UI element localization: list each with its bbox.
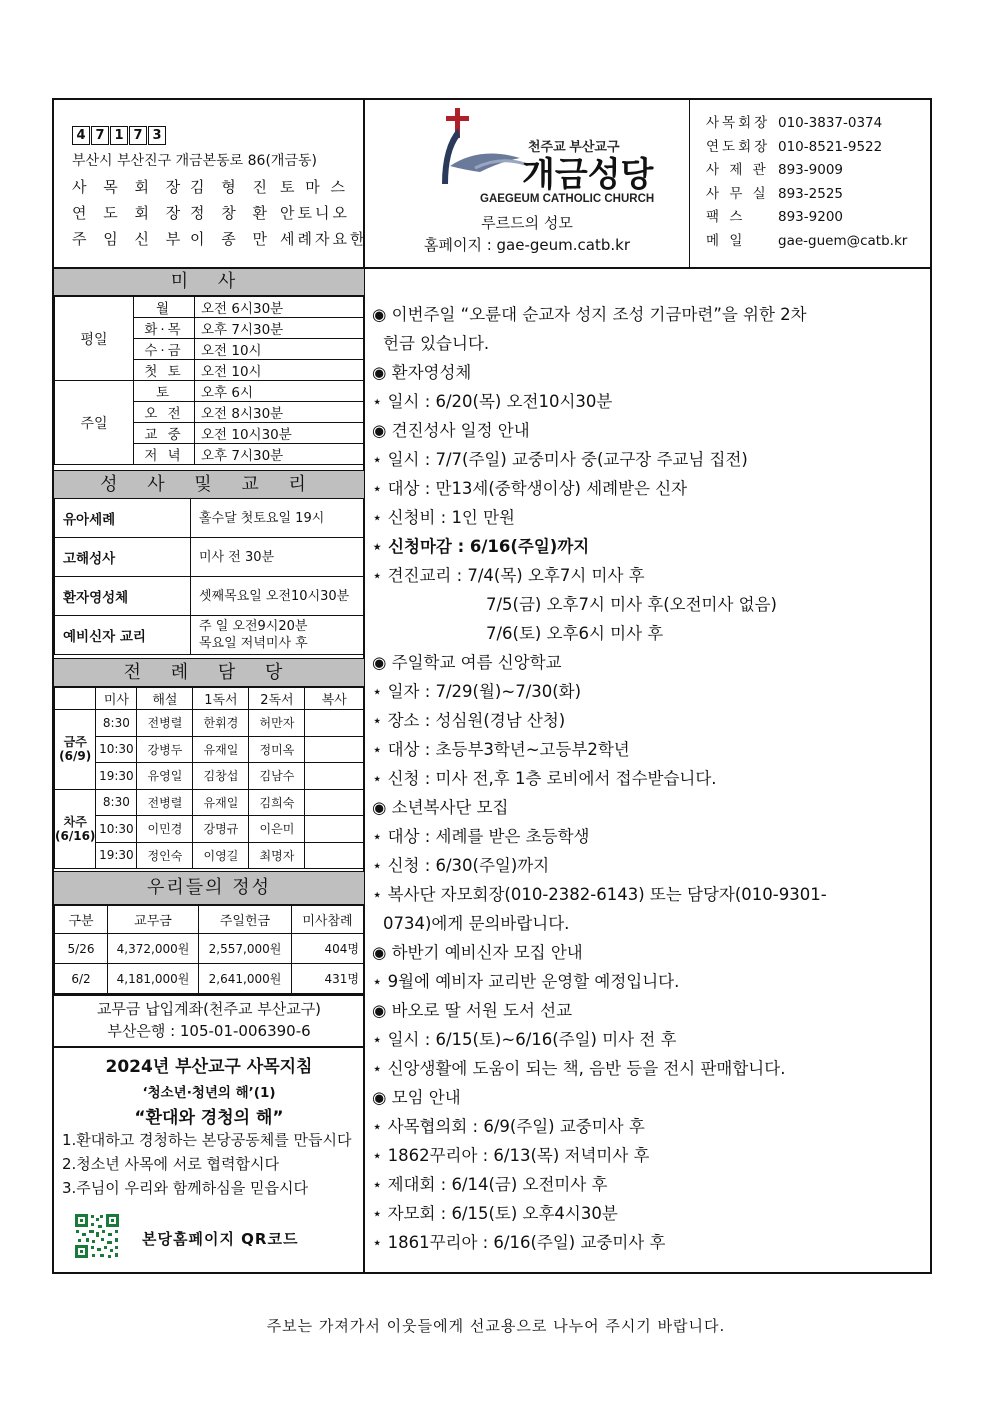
- notice-line: ⋆ 대상 : 초등부3학년~고등부2학년: [372, 740, 630, 759]
- notice-line: 0734)에게 문의바랍니다.: [383, 914, 570, 933]
- guideline-title: 2024년 부산교구 사목지침: [105, 1057, 313, 1077]
- zip-digit: 7: [129, 126, 147, 145]
- notice-line: ⋆ 신앙생활에 도움이 되는 책, 음반 등을 전시 판매합니다.: [372, 1059, 786, 1078]
- qr-code-icon[interactable]: [74, 1213, 120, 1259]
- notice-line: ⋆ 신청 : 6/30(주일)까지: [372, 856, 550, 875]
- notice-line: ⋆ 일자 : 7/29(월)~7/30(화): [372, 682, 582, 701]
- altar-server: [305, 763, 364, 790]
- staff-role: 사 목 회 장: [72, 178, 187, 196]
- commentator: 유영일: [137, 763, 193, 790]
- sacraments-table: [54, 498, 364, 655]
- contact-label: 메 일: [706, 232, 746, 249]
- mass-time: 8:30: [96, 710, 137, 737]
- notice-heading: ◉ 소년복사단 모집: [372, 798, 509, 817]
- contact-value: 893-9009: [778, 162, 843, 179]
- staff-baptismal-name: 토 마 스: [280, 178, 349, 196]
- second-reader: 허만자: [249, 710, 305, 737]
- first-reader: 유재일: [193, 789, 249, 816]
- mass-time: 19:30: [96, 842, 137, 869]
- notice-line: ⋆ 자모회 : 6/15(토) 오후4시30분: [372, 1204, 618, 1223]
- staff-role: 주 임 신 부: [72, 230, 187, 248]
- notice-line: ⋆ 일시 : 6/15(토)~6/16(주일) 미사 전 후: [372, 1030, 677, 1049]
- church-logo: [430, 106, 700, 226]
- contact-row: [706, 183, 907, 207]
- table-row: [55, 934, 364, 964]
- contact-label: 사목회장: [706, 115, 771, 131]
- guideline-item: 1.환대하고 경청하는 본당공동체를 만듭시다: [62, 1131, 352, 1149]
- contact-label: 팩 스: [706, 209, 746, 226]
- sacrament-name: 예비신자 교리: [55, 616, 191, 655]
- column-header: 교무금: [108, 906, 199, 934]
- guideline-subtitle: ‘청소년·청년의 해’(1): [142, 1085, 276, 1101]
- contact-value: 010-3837-0374: [778, 115, 883, 131]
- mass-time: 오후 6시: [195, 381, 364, 402]
- offering-attendance: 431명: [292, 964, 364, 994]
- table-header-row: [55, 906, 364, 934]
- offerings-section-title: 우리들의 정성: [54, 871, 364, 905]
- second-reader: 김희숙: [249, 789, 305, 816]
- contact-value: 893-2525: [778, 185, 843, 202]
- table-row: [55, 816, 364, 843]
- table-row: [55, 616, 364, 655]
- notice-heading: ◉ 환자영성체: [372, 363, 472, 382]
- notice-heading: ◉ 견진성사 일정 안내: [372, 421, 530, 440]
- notice-heading: ◉ 하반기 예비신자 모집 안내: [372, 943, 583, 962]
- contact-value: 893-9200: [778, 209, 843, 226]
- sacrament-time: 홀수달 첫토요일 19시: [191, 499, 364, 538]
- notice-line: ⋆ 사목협의회 : 6/9(주일) 교중미사 후: [372, 1117, 645, 1136]
- altar-server: [305, 816, 364, 843]
- mass-time: 오전 10시: [195, 360, 364, 381]
- table-row: [55, 789, 364, 816]
- header-subtitle: [364, 212, 690, 256]
- logo-church-name: 개금성당: [522, 156, 654, 194]
- notice-line: ⋆ 장소 : 성심원(경남 산청): [372, 711, 566, 730]
- staff-name: 이 종 만: [190, 230, 274, 248]
- liturgy-roster-table: [54, 687, 364, 869]
- notice-line: ⋆ 제대회 : 6/14(금) 오전미사 후: [372, 1175, 608, 1194]
- column-header: 주일헌금: [199, 906, 292, 934]
- first-reader: 이영길: [193, 842, 249, 869]
- homepage-link[interactable]: 홈페이지 : gae-geum.catb.kr: [423, 236, 630, 254]
- sacrament-time: 셋째목요일 오전10시30분: [191, 577, 364, 616]
- notice-line: ⋆ 1861꾸리아 : 6/16(주일) 교중미사 후: [372, 1233, 666, 1252]
- weekday-label: 평일: [55, 297, 134, 381]
- mass-day: 수·금: [134, 339, 195, 360]
- notice-heading: ◉ 주일학교 여름 신앙학교: [372, 653, 562, 672]
- staff-baptismal-name: 세례자요한: [280, 230, 368, 248]
- contact-label: 사 제 관: [706, 162, 769, 179]
- table-row: [55, 842, 364, 869]
- staff-name: 정 창 환: [190, 204, 274, 222]
- catechism-sunday: 주 일 오전9시20분: [199, 619, 308, 634]
- table-row: [55, 499, 364, 538]
- sacrament-time: [191, 616, 364, 655]
- offering-dues: 4,181,000원: [108, 964, 199, 994]
- mass-time: 오전 6시30분: [195, 297, 364, 318]
- second-reader: 이은미: [249, 816, 305, 843]
- zip-digit: 4: [72, 126, 90, 145]
- notice-line: ⋆ 복사단 자모회장(010-2382-6143) 또는 담당자(010-9301-: [372, 885, 827, 904]
- column-header: 해설: [137, 688, 193, 710]
- guideline-item: 3.주님이 우리와 함께하심을 믿읍시다: [62, 1179, 308, 1197]
- staff-row: [72, 226, 367, 252]
- contact-row: [706, 136, 907, 160]
- altar-server: [305, 710, 364, 737]
- notice-line: ⋆ 신청비 : 1인 만원: [372, 508, 515, 527]
- staff-row: [72, 174, 367, 200]
- account-top-divider: [54, 994, 364, 996]
- mass-time: 오후 7시30분: [195, 318, 364, 339]
- offering-attendance: 404명: [292, 934, 364, 964]
- zip-code: [72, 122, 367, 148]
- contact-value: gae-guem@catb.kr: [778, 232, 908, 249]
- notice-heading: ◉ 이번주일 “오륜대 순교자 성지 조성 기금마련”을 위한 2차: [372, 305, 807, 324]
- street-address: 부산시 부산진구 개금본동로 86(개금동): [72, 153, 317, 169]
- sacrament-time: 미사 전 30분: [191, 538, 364, 577]
- guideline-motto: “환대와 경청의 해”: [134, 1108, 284, 1128]
- mass-time: 10:30: [96, 736, 137, 763]
- first-reader: 유재일: [193, 736, 249, 763]
- this-week-label: 금주(6/9): [55, 710, 96, 790]
- offering-date: 6/2: [55, 964, 108, 994]
- sacrament-name: 환자영성체: [55, 577, 191, 616]
- commentator: 전병렬: [137, 710, 193, 737]
- mass-day: 첫 토: [134, 360, 195, 381]
- contact-list: [706, 112, 907, 254]
- notice-line: 7/6(토) 오후6시 미사 후: [486, 624, 664, 643]
- column-header: 구분: [55, 906, 108, 934]
- mass-time: 오후 7시30분: [195, 444, 364, 465]
- notice-list: [372, 300, 922, 1257]
- mass-day: 교 중: [134, 423, 195, 444]
- commentator: 정인숙: [137, 842, 193, 869]
- commentator: 강병두: [137, 736, 193, 763]
- qr-code-label: 본당홈페이지 QR코드: [142, 1230, 299, 1248]
- mass-day: 월: [134, 297, 195, 318]
- sacrament-name: 고해성사: [55, 538, 191, 577]
- offering-dues: 4,372,000원: [108, 934, 199, 964]
- mass-time: 10:30: [96, 816, 137, 843]
- table-row: [55, 964, 364, 994]
- contact-label: 연도회장: [706, 138, 771, 155]
- liturgy-section-title: 전 례 담 당: [54, 658, 364, 687]
- notice-heading: ◉ 바오로 딸 서원 도서 선교: [372, 1001, 573, 1020]
- altar-server: [305, 736, 364, 763]
- logo-diocese: 천주교 부산교구: [528, 139, 620, 154]
- mass-day: 저 녁: [134, 444, 195, 465]
- first-reader: 강명규: [193, 816, 249, 843]
- table-header-row: [55, 688, 364, 710]
- account-number: 부산은행 : 105-01-006390-6: [107, 1022, 311, 1040]
- mass-time: 오전 8시30분: [195, 402, 364, 423]
- notice-line: ⋆ 일시 : 6/20(목) 오전10시30분: [372, 392, 613, 411]
- offerings-table: [54, 905, 364, 994]
- sacrament-name: 유아세례: [55, 499, 191, 538]
- staff-row: [72, 200, 367, 226]
- staff-name: 김 형 진: [190, 178, 274, 196]
- bulletin-frame: [52, 98, 932, 1274]
- pastoral-guideline: [54, 1048, 364, 1248]
- bank-account-block: [54, 998, 364, 1042]
- table-row: [55, 577, 364, 616]
- zip-digit: 1: [110, 126, 128, 145]
- second-reader: 김남수: [249, 763, 305, 790]
- notice-line: ⋆ 신청 : 미사 전,후 1층 로비에서 접수받습니다.: [372, 769, 717, 788]
- zip-digit: 3: [148, 126, 166, 145]
- contact-row: [706, 159, 907, 183]
- zip-digit: 7: [91, 126, 109, 145]
- offering-sunday: 2,641,000원: [199, 964, 292, 994]
- mass-schedule-table: [54, 296, 364, 465]
- first-reader: 한휘경: [193, 710, 249, 737]
- table-row: [55, 763, 364, 790]
- column-header: 복사: [305, 688, 364, 710]
- logo-english-name: GAEGEUM CATHOLIC CHURCH: [480, 193, 655, 205]
- notice-line: ⋆ 신청마감 : 6/16(주일)까지: [372, 537, 590, 556]
- notice-line: 7/5(금) 오후7시 미사 후(오전미사 없음): [486, 595, 777, 614]
- offering-date: 5/26: [55, 934, 108, 964]
- church-arch-icon: [442, 128, 460, 184]
- table-row: [55, 538, 364, 577]
- notice-line: ⋆ 견진교리 : 7/4(목) 오후7시 미사 후: [372, 566, 645, 585]
- guideline-item: 2.청소년 사목에 서로 협력합시다: [62, 1155, 279, 1173]
- notice-line: ⋆ 9월에 예비자 교리반 운영할 예정입니다.: [372, 972, 680, 991]
- contact-label: 사 무 실: [706, 185, 769, 202]
- table-row: [55, 736, 364, 763]
- notice-line: ⋆ 대상 : 세례를 받은 초등학생: [372, 827, 590, 846]
- altar-server: [305, 789, 364, 816]
- patron-saint: 루르드의 성모: [481, 214, 573, 232]
- notice-line: 헌금 있습니다.: [383, 334, 490, 353]
- mass-time: 19:30: [96, 763, 137, 790]
- sacraments-section-title: 성 사 및 교 리: [54, 470, 364, 499]
- mass-time: 8:30: [96, 789, 137, 816]
- contact-row: [706, 206, 907, 230]
- column-header: 2독서: [249, 688, 305, 710]
- commentator: 전병렬: [137, 789, 193, 816]
- staff-baptismal-name: 안토니오: [280, 204, 350, 222]
- column-header: 미사: [96, 688, 137, 710]
- mass-day: 오 전: [134, 402, 195, 423]
- footer-note: 주보는 가져가서 이웃들에게 선교용으로 나누어 주시기 바랍니다.: [266, 1317, 726, 1335]
- table-row: [55, 381, 364, 402]
- first-reader: 김창섭: [193, 763, 249, 790]
- mass-day: 화·목: [134, 318, 195, 339]
- church-address-block: [72, 122, 367, 252]
- column-header: 미사참례: [292, 906, 364, 934]
- corner-cell: [55, 688, 96, 710]
- notice-line: ⋆ 일시 : 7/7(주일) 교중미사 중(교구장 주교님 집전): [372, 450, 748, 469]
- column-header: 1독서: [193, 688, 249, 710]
- mass-time: 오전 10시: [195, 339, 364, 360]
- contact-row: [706, 112, 907, 136]
- contact-value: 010-8521-9522: [778, 138, 883, 155]
- altar-server: [305, 842, 364, 869]
- account-title: 교무금 납입계좌(천주교 부산교구): [96, 1000, 322, 1018]
- notice-heading: ◉ 모임 안내: [372, 1088, 461, 1107]
- table-row: [55, 710, 364, 737]
- sunday-label: 주일: [55, 381, 134, 465]
- mass-time: 오전 10시30분: [195, 423, 364, 444]
- offering-sunday: 2,557,000원: [199, 934, 292, 964]
- commentator: 이민경: [137, 816, 193, 843]
- second-reader: 정미옥: [249, 736, 305, 763]
- next-week-label: 차주(6/16): [55, 789, 96, 869]
- mass-section-title: 미 사: [54, 268, 364, 296]
- second-reader: 최명자: [249, 842, 305, 869]
- table-row: [55, 297, 364, 318]
- notice-line: ⋆ 1862꾸리아 : 6/13(목) 저녁미사 후: [372, 1146, 650, 1165]
- contact-row: [706, 230, 907, 254]
- staff-role: 연 도 회 장: [72, 204, 187, 222]
- notice-line: ⋆ 대상 : 만13세(중학생이상) 세례받은 신자: [372, 479, 688, 498]
- mass-day: 토: [134, 381, 195, 402]
- catechism-thursday: 목요일 저녁미사 후: [199, 636, 308, 651]
